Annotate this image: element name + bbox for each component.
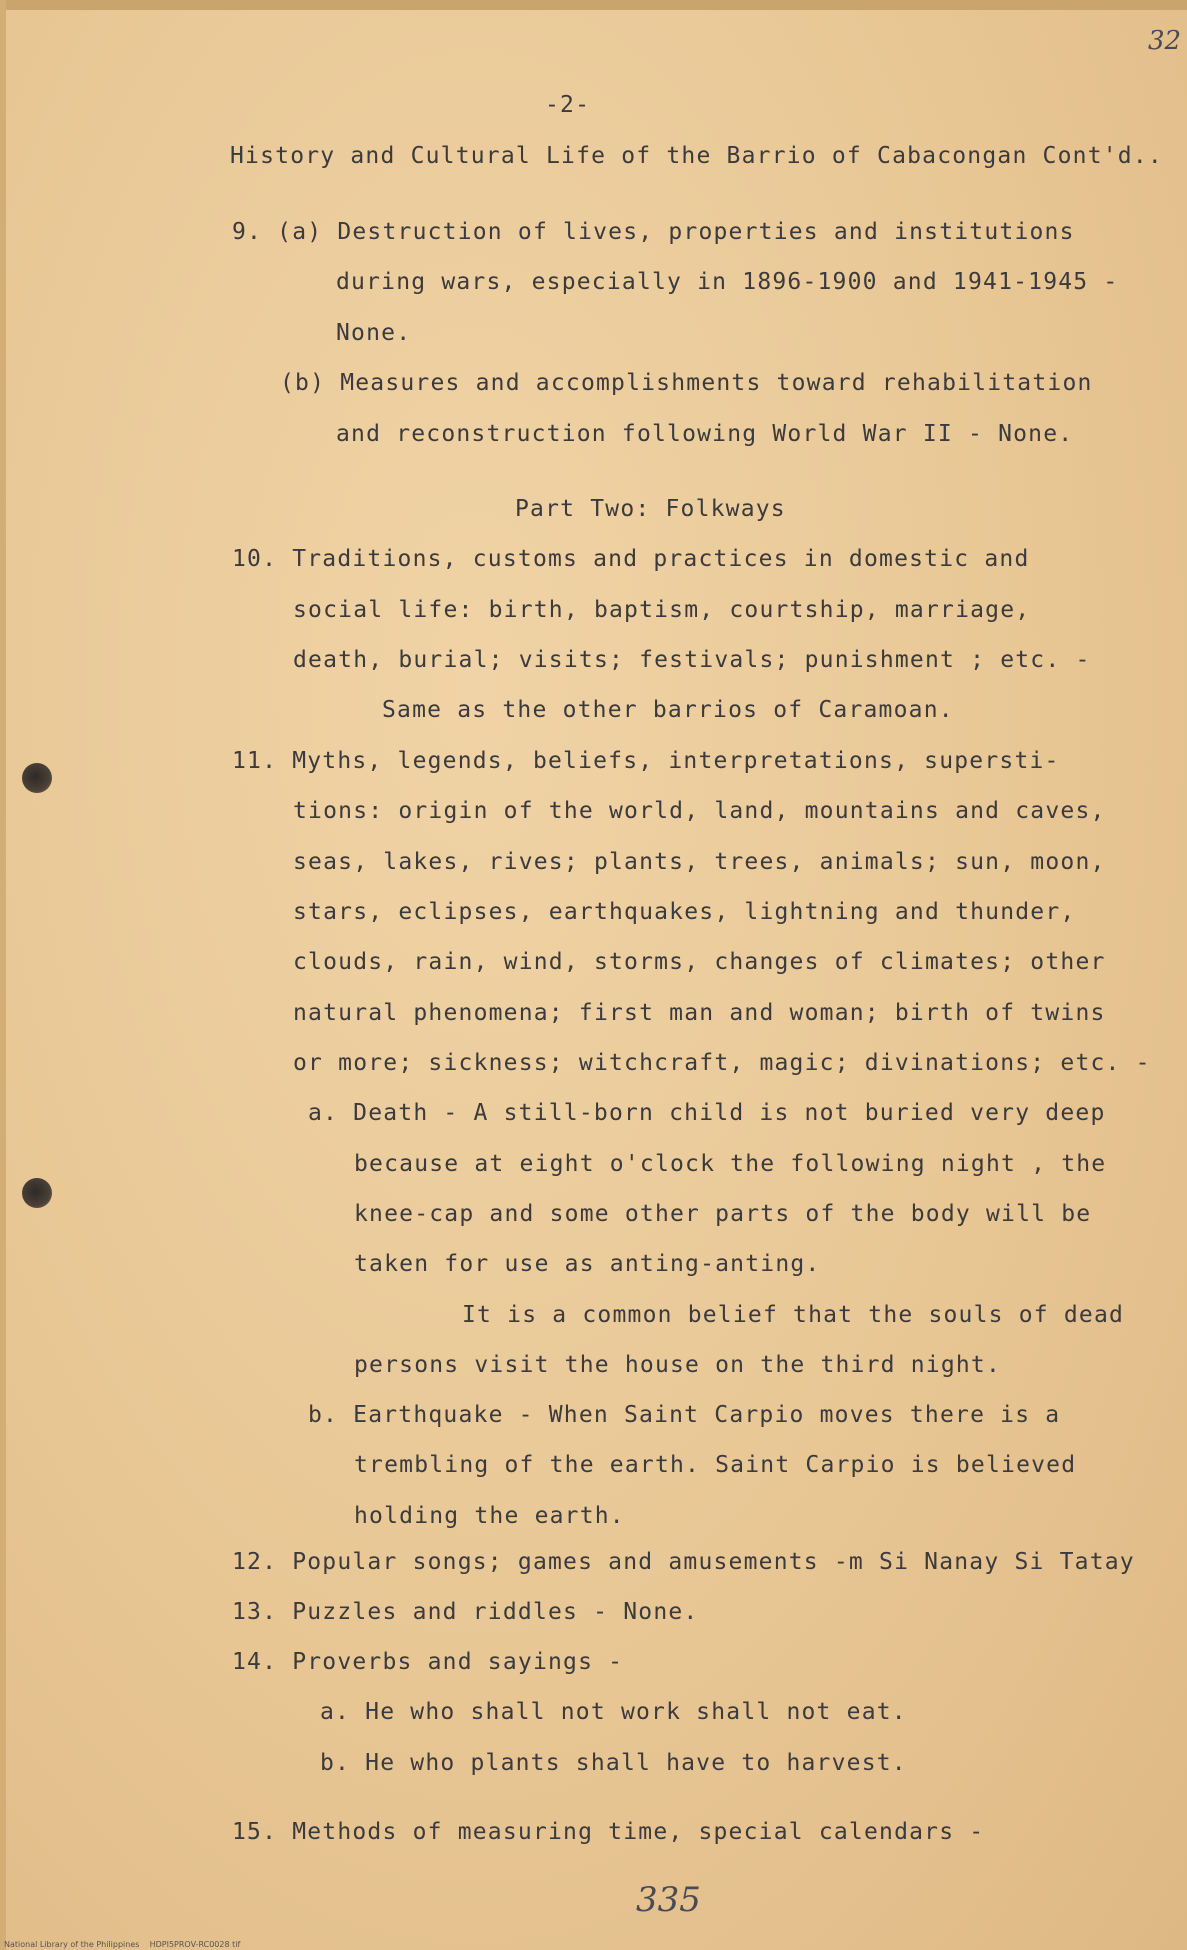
item-line: taken for use as anting-anting. [354,1251,821,1277]
item-line: 11. Myths, legends, beliefs, interpretations, supersti- [232,748,1060,774]
item-line: 10. Traditions, customs and practices in domestic and [232,546,1030,572]
item-line: a. He who shall not work shall not eat. [320,1699,907,1725]
item-line: seas, lakes, rives; plants, trees, animals; sun, moon, [293,849,1106,875]
item-line: b. He who plants shall have to harvest. [320,1750,907,1776]
item-line: 12. Popular songs; games and amusements -m Si Nanay Si Tatay [232,1549,1135,1575]
page-number: -2- [545,92,591,118]
item-line: 15. Methods of measuring time, special calendars - [232,1819,985,1845]
paper-top-edge [0,0,1187,10]
item-line: natural phenomena; first man and woman; birth of twins [293,1000,1106,1026]
item-line: 13. Puzzles and riddles - None. [232,1599,699,1625]
item-line: a. Death - A still-born child is not buried very deep [308,1100,1106,1126]
item-line: knee-cap and some other parts of the body will be [354,1201,1092,1227]
item-line: clouds, rain, wind, storms, changes of climates; other [293,949,1106,975]
item-line: holding the earth. [354,1503,625,1529]
item-line: social life: birth, baptism, courtship, marriage, [293,597,1031,623]
item-line: It is a common belief that the souls of dead [462,1302,1125,1328]
corner-page-mark: 32 [1148,26,1182,56]
item-line: b. Earthquake - When Saint Carpio moves there is a [308,1402,1061,1428]
item-line: persons visit the house on the third night. [354,1352,1002,1378]
item-line: and reconstruction following World War II - None. [336,421,1074,447]
item-line: during wars, especially in 1896-1900 and 1941-1945 - [336,269,1119,295]
item-line: trembling of the earth. Saint Carpio is believed [354,1452,1077,1478]
item-line: stars, eclipses, earthquakes, lightning and thunder, [293,899,1076,925]
punch-hole-icon [22,763,52,793]
item-line: because at eight o'clock the following night , the [354,1151,1107,1177]
item-line: (b) Measures and accomplishments toward rehabilitation [280,370,1093,396]
item-line: death, burial; visits; festivals; punishment ; etc. - [293,647,1091,673]
archive-footer: National Library of the Philippines HDPI5PROV-RC0028 tif [4,1940,241,1949]
punch-hole-icon [22,1178,52,1208]
document-heading: History and Cultural Life of the Barrio of Cabacongan Cont'd.. [230,143,1163,169]
item-line: 9. (a) Destruction of lives, properties and institutions [232,219,1075,245]
handwritten-number: 335 [636,1880,701,1920]
paper-left-edge [0,0,6,1950]
item-line: None. [336,320,412,346]
item-line: or more; sickness; witchcraft, magic; divinations; etc. - [293,1050,1151,1076]
item-line: 14. Proverbs and sayings - [232,1649,624,1675]
section-heading: Part Two: Folkways [515,496,786,522]
item-line: Same as the other barrios of Caramoan. [382,697,954,723]
item-line: tions: origin of the world, land, mountains and caves, [293,798,1106,824]
